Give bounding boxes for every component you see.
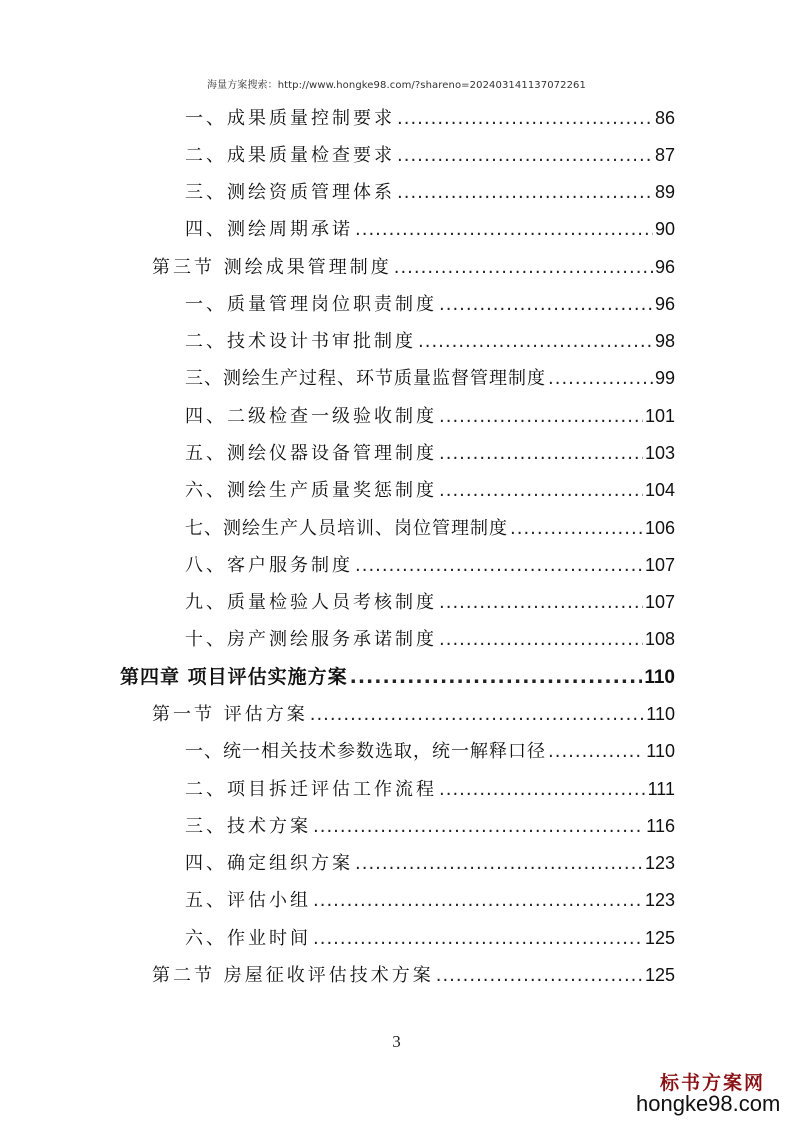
- toc-entry-title: 二、成果质量检查要求: [185, 145, 395, 166]
- toc-leader-dots: [548, 364, 653, 394]
- toc-chapter-entry[interactable]: [120, 662, 675, 692]
- toc-entry-page: 125: [644, 928, 675, 948]
- toc-leader-dots: [439, 439, 643, 469]
- toc-entry[interactable]: [185, 438, 675, 468]
- toc-entry-page: 107: [644, 555, 675, 575]
- toc-entry-page: 110: [646, 741, 675, 761]
- toc-section-entry[interactable]: [152, 699, 675, 729]
- toc-entry[interactable]: [185, 140, 675, 170]
- toc-entry[interactable]: [185, 475, 675, 505]
- toc-entry-title: 六、测绘生产质量奖惩制度: [185, 480, 437, 501]
- toc-leader-dots: [313, 886, 643, 916]
- toc-leader-dots: [313, 812, 644, 842]
- toc-entry-page: 123: [644, 853, 675, 873]
- toc-leader-dots: [313, 924, 643, 954]
- page-header-url: 海量方案搜索：http://www.hongke98.com/?shareno=202403141137072261: [207, 80, 586, 91]
- toc-entry-title: 一、成果质量控制要求: [185, 108, 395, 129]
- toc-leader-dots: [439, 588, 643, 618]
- toc-entry-page: 125: [644, 965, 675, 985]
- toc-entry-title: 第二节 房屋征收评估技术方案: [152, 965, 434, 986]
- toc-entry[interactable]: [185, 624, 675, 654]
- toc-entry-page: 89: [654, 182, 675, 202]
- toc-leader-dots: [548, 737, 644, 767]
- toc-section-entry[interactable]: [152, 960, 675, 990]
- toc-leader-dots: [397, 104, 653, 134]
- toc-entry-title: 五、测绘仪器设备管理制度: [185, 443, 437, 464]
- toc-entry-title: 一、统一相关技术参数选取，统一解释口径: [185, 741, 546, 762]
- toc-entry-page: 116: [646, 816, 675, 836]
- toc-entry-page: 110: [644, 667, 675, 688]
- toc-entry-title: 十、房产测绘服务承诺制度: [185, 629, 437, 650]
- toc-entry-title: 第四章 项目评估实施方案: [120, 666, 348, 688]
- toc-entry-page: 103: [644, 443, 675, 463]
- toc-entry[interactable]: [185, 401, 675, 431]
- toc-leader-dots: [439, 402, 643, 432]
- toc-entry-page: 96: [654, 257, 675, 277]
- toc-leader-dots: [439, 290, 653, 320]
- toc-entry-page: 98: [654, 331, 675, 351]
- toc-entry[interactable]: [185, 513, 675, 543]
- toc-entry[interactable]: [185, 736, 675, 766]
- toc-entry-page: 101: [644, 406, 675, 426]
- toc-entry-title: 一、质量管理岗位职责制度: [185, 294, 437, 315]
- toc-leader-dots: [418, 327, 653, 357]
- toc-entry[interactable]: [185, 923, 675, 953]
- toc-entry-title: 六、作业时间: [185, 928, 311, 949]
- toc-entry-title: 二、技术设计书审批制度: [185, 331, 416, 352]
- toc-leader-dots: [355, 215, 653, 245]
- toc-entry-page: 99: [654, 368, 675, 388]
- toc-entry-page: 111: [647, 779, 675, 799]
- toc-entry-page: 106: [644, 518, 675, 538]
- watermark-domain: hongke98.com: [636, 1091, 781, 1116]
- toc-section-entry[interactable]: [152, 252, 675, 282]
- toc-leader-dots: [439, 775, 646, 805]
- toc-entry-title: 三、技术方案: [185, 816, 311, 837]
- toc-leader-dots: [510, 514, 643, 544]
- toc-entry-title: 第三节 测绘成果管理制度: [152, 257, 392, 278]
- toc-entry-title: 五、评估小组: [185, 890, 311, 911]
- toc-entry[interactable]: [185, 811, 675, 841]
- toc-entry-page: 123: [644, 890, 675, 910]
- toc-entry-title: 二、项目拆迁评估工作流程: [185, 779, 437, 800]
- toc-leader-dots: [394, 253, 653, 283]
- toc-entry[interactable]: [185, 103, 675, 133]
- toc-entry-title: 三、测绘资质管理体系: [185, 182, 395, 203]
- toc-leader-dots: [436, 961, 643, 991]
- toc-entry-page: 107: [644, 592, 675, 612]
- toc-entry[interactable]: [185, 214, 675, 244]
- toc-entry-title: 四、确定组织方案: [185, 853, 353, 874]
- toc-entry-title: 四、二级检查一级验收制度: [185, 406, 437, 427]
- toc-leader-dots: [397, 141, 653, 171]
- toc-entry-page: 96: [654, 294, 675, 314]
- watermark-logo-text: 标书方案网: [660, 1072, 766, 1094]
- toc-entry[interactable]: [185, 885, 675, 915]
- toc-leader-dots: [439, 625, 643, 655]
- toc-entry-page: 86: [654, 108, 675, 128]
- toc-leader-dots: [310, 700, 645, 730]
- toc-entry-title: 八、客户服务制度: [185, 555, 353, 576]
- toc-entry-page: 110: [646, 704, 675, 724]
- toc-leader-dots: [355, 849, 643, 879]
- toc-entry[interactable]: [185, 326, 675, 356]
- toc-entry-title: 七、测绘生产人员培训、岗位管理制度: [185, 518, 508, 539]
- toc-entry-title: 三、测绘生产过程、环节质量监督管理制度: [185, 368, 546, 389]
- toc-entry-title: 九、质量检验人员考核制度: [185, 592, 437, 613]
- toc-leader-dots: [355, 551, 643, 581]
- toc-entry[interactable]: [185, 289, 675, 319]
- toc-entry[interactable]: [185, 848, 675, 878]
- toc-entry-page: 87: [654, 145, 675, 165]
- toc-entry-title: 四、测绘周期承诺: [185, 219, 353, 240]
- toc-entry-page: 90: [654, 219, 675, 239]
- page-number: 3: [392, 1032, 401, 1051]
- toc-entry-page: 108: [644, 629, 675, 649]
- toc-entry[interactable]: [185, 587, 675, 617]
- toc-leader-dots: [397, 178, 653, 208]
- toc-entry[interactable]: [185, 177, 675, 207]
- toc-entry[interactable]: [185, 363, 675, 393]
- toc-entry-title: 第一节 评估方案: [152, 704, 308, 725]
- toc-entry[interactable]: [185, 550, 675, 580]
- toc-entry[interactable]: [185, 774, 675, 804]
- toc-leader-dots: [439, 476, 643, 506]
- toc-leader-dots: [350, 662, 643, 692]
- toc-entry-page: 104: [644, 480, 675, 500]
